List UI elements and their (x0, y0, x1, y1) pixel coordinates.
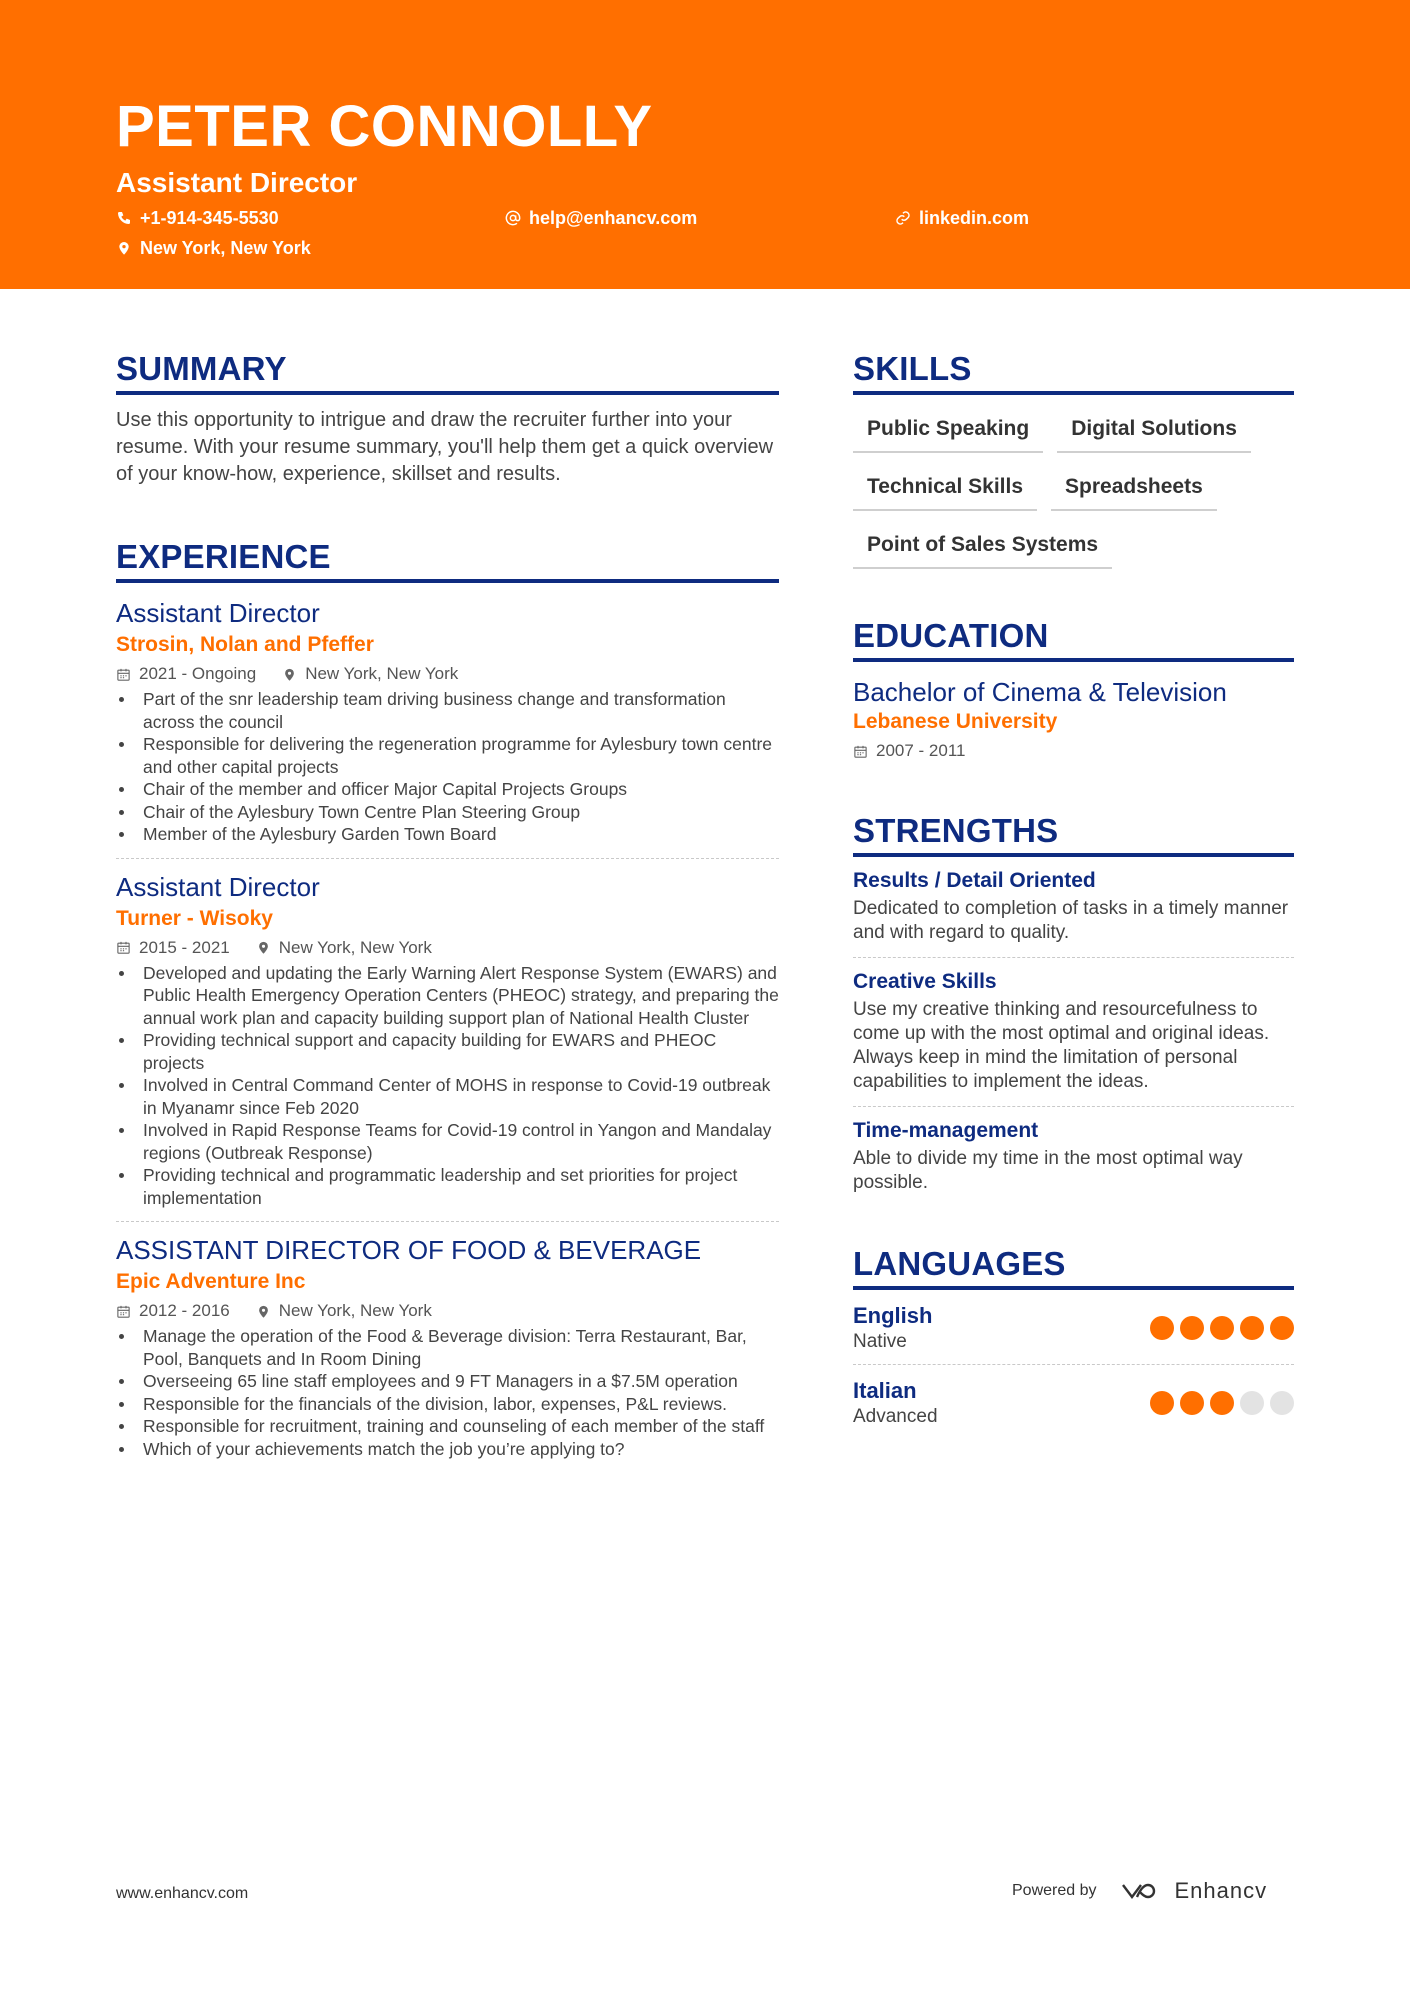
experience-item (116, 859, 779, 1223)
rating-dot-filled (1150, 1391, 1174, 1415)
experience-location: New York, New York (278, 937, 432, 957)
experience-role: ASSISTANT DIRECTOR OF FOOD & BEVERAGE (116, 1235, 702, 1265)
linkedin-text: linkedin.com (919, 208, 1030, 228)
bullet-item: Manage the operation of the Food & Beverage division: Terra Restaurant, Bar, Pool, Banquets and In Room Dining (116, 1325, 779, 1370)
bullet-item: Involved in Central Command Center of MOHS in response to Covid-19 outbreak in Myanamr since Feb 2020 (116, 1074, 779, 1119)
bullet-item: Providing technical support and capacity building for EWARS and PHEOC projects (116, 1029, 779, 1074)
candidate-name: PETER CONNOLLY (116, 94, 653, 159)
languages-heading: LANGUAGES (853, 1247, 1294, 1290)
bullet-item: Responsible for recruitment, training and counseling of each member of the staff (116, 1415, 779, 1438)
education-section (853, 619, 1294, 762)
enhancv-logo-icon (1119, 1879, 1165, 1903)
language-item (853, 1290, 1294, 1365)
language-level: Advanced (853, 1406, 938, 1427)
experience-heading: EXPERIENCE (116, 540, 779, 583)
skill-tag: Public Speaking (853, 409, 1043, 453)
strength-item (853, 857, 1294, 958)
strength-item (853, 958, 1294, 1107)
experience-role: Assistant Director (116, 598, 320, 628)
phone-text: +1-914-345-5530 (140, 208, 279, 228)
calendar-icon (116, 1304, 131, 1319)
experience-location: New York, New York (278, 1301, 432, 1320)
bullet-item: Chair of the member and officer Major Capital Projects Groups (116, 778, 779, 801)
right-column (853, 352, 1294, 1439)
experience-company: Epic Adventure Inc (116, 1270, 306, 1293)
language-level: Native (853, 1331, 907, 1352)
education-meta (853, 740, 1294, 762)
location-pin-icon (256, 1304, 271, 1319)
bullet-item: Member of the Aylesbury Garden Town Board (116, 823, 779, 846)
skills-heading: SKILLS (853, 352, 1294, 395)
contact-location (116, 239, 311, 257)
language-rating (1150, 1391, 1294, 1415)
strength-title: Creative Skills (853, 970, 997, 993)
strength-description: Dedicated to completion of tasks in a timely manner and with regard to quality. (853, 898, 1289, 943)
calendar-icon (116, 667, 131, 682)
location-text: New York, New York (140, 238, 311, 258)
education-school: Lebanese University (853, 710, 1058, 733)
location-pin-icon (282, 667, 297, 682)
bullet-item: Which of your achievements match the job you’re applying to? (116, 1438, 779, 1461)
location-pin-icon (256, 940, 271, 955)
experience-dates: 2012 - 2016 (139, 1301, 230, 1320)
skill-tag: Technical Skills (853, 467, 1037, 511)
rating-dot-filled (1180, 1391, 1204, 1415)
bullet-item: Developed and updating the Early Warning Alert Response System (EWARS) and Public Health Emergency Operation Centers (PHEOC) strategy, and preparing the annual work plan and capacity building support plan of National Health Cluster (116, 962, 779, 1030)
bullet-item: Chair of the Aylesbury Town Centre Plan Steering Group (116, 801, 779, 824)
calendar-icon (116, 940, 131, 955)
experience-dates: 2021 - Ongoing (139, 664, 257, 683)
contact-phone[interactable] (116, 209, 279, 227)
brand-logo[interactable] (1119, 1878, 1268, 1904)
experience-dates: 2015 - 2021 (139, 937, 230, 957)
strength-title: Results / Detail Oriented (853, 869, 1096, 892)
rating-dot-filled (1210, 1391, 1234, 1415)
strength-description: Use my creative thinking and resourcefulness to come up with the most optimal and original ideas. Always keep in mind the limitation of personal capabilities to implement the ideas. (853, 999, 1270, 1092)
experience-company: Turner - Wisoky (116, 906, 273, 930)
experience-bullets (116, 688, 779, 846)
phone-icon (116, 210, 132, 226)
rating-dot-filled (1180, 1316, 1204, 1340)
skill-tag: Spreadsheets (1051, 467, 1217, 511)
bullet-item: Responsible for the financials of the division, labor, expenses, P&L reviews. (116, 1393, 779, 1416)
contact-email[interactable] (505, 209, 697, 227)
bullet-item: Involved in Rapid Response Teams for Covid-19 control in Yangon and Mandalay regions (Outbreak Response) (116, 1119, 779, 1164)
left-column (116, 352, 779, 1472)
strengths-section (853, 814, 1294, 1207)
link-icon (895, 210, 911, 226)
summary-text: Use this opportunity to intrigue and draw the recruiter further into your resume. With your resume summary, you'll help them get a quick overview of your know-how, experience, skillset and results. (116, 409, 774, 485)
skills-list (853, 409, 1294, 569)
strength-item (853, 1107, 1294, 1207)
strengths-heading: STRENGTHS (853, 814, 1294, 857)
email-text: help@enhancv.com (529, 208, 698, 228)
experience-bullets (116, 1325, 779, 1460)
education-degree: Bachelor of Cinema & Television (853, 677, 1227, 707)
skills-section (853, 352, 1294, 569)
experience-company: Strosin, Nolan and Pfeffer (116, 633, 374, 656)
summary-section (116, 352, 779, 488)
experience-section (116, 540, 779, 1472)
education-heading: EDUCATION (853, 619, 1294, 662)
strength-description: Able to divide my time in the most optimal way possible. (853, 1148, 1243, 1193)
calendar-icon (853, 744, 868, 759)
languages-section (853, 1247, 1294, 1439)
strength-title: Time-management (853, 1119, 1039, 1142)
experience-role: Assistant Director (116, 871, 320, 902)
experience-item (116, 1222, 779, 1472)
experience-bullets (116, 962, 779, 1210)
rating-dot-filled (1270, 1316, 1294, 1340)
rating-dot-empty (1270, 1391, 1294, 1415)
education-dates: 2007 - 2011 (876, 741, 966, 760)
at-icon (505, 210, 521, 226)
language-name: Italian (853, 1378, 917, 1403)
bullet-item: Overseeing 65 line staff employees and 9 FT Managers in a $7.5M operation (116, 1370, 779, 1393)
experience-meta (116, 1300, 779, 1322)
skill-tag: Point of Sales Systems (853, 525, 1112, 569)
bullet-item: Responsible for delivering the regeneration programme for Aylesbury town centre and other capital projects (116, 733, 779, 778)
rating-dot-filled (1210, 1316, 1234, 1340)
rating-dot-filled (1240, 1316, 1264, 1340)
contact-linkedin[interactable] (895, 209, 1029, 227)
location-pin-icon (116, 240, 132, 256)
skill-tag: Digital Solutions (1057, 409, 1251, 453)
experience-item (116, 583, 779, 859)
summary-heading: SUMMARY (116, 352, 779, 395)
bullet-item: Providing technical and programmatic leadership and set priorities for project implementation (116, 1164, 779, 1209)
resume-header (0, 0, 1410, 289)
bullet-item: Part of the snr leadership team driving business change and transformation across the council (116, 688, 779, 733)
footer-website[interactable]: www.enhancv.com (116, 1885, 249, 1902)
experience-meta (116, 937, 779, 959)
experience-location: New York, New York (305, 664, 459, 683)
brand-name: Enhancv (1174, 1878, 1268, 1903)
experience-meta (116, 663, 779, 685)
rating-dot-empty (1240, 1391, 1264, 1415)
language-name: English (853, 1303, 933, 1328)
language-item (853, 1365, 1294, 1439)
footer-powered-by (1012, 1878, 1267, 1904)
language-rating (1150, 1316, 1294, 1340)
rating-dot-filled (1150, 1316, 1174, 1340)
candidate-title: Assistant Director (116, 167, 358, 198)
powered-by-text: Powered by (1012, 1882, 1097, 1899)
